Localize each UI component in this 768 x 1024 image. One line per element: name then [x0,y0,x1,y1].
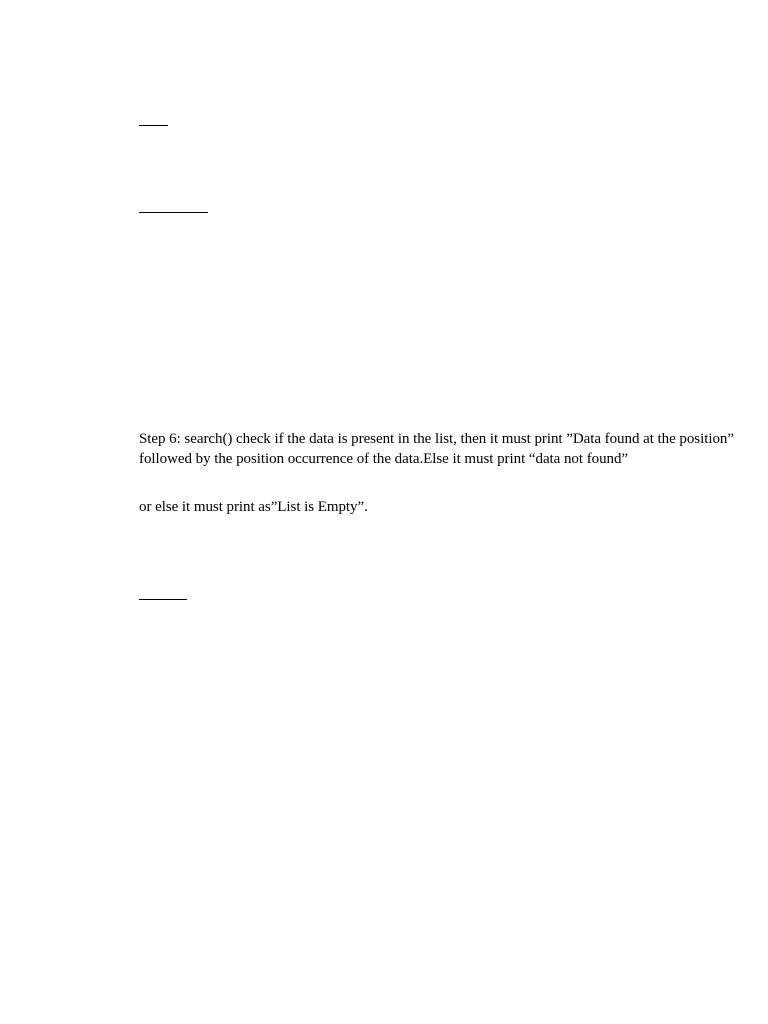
heading-underline-2 [139,212,208,213]
heading-underline-3 [139,599,187,600]
heading-underline-1 [139,125,168,126]
step6-text-line-1: Step 6: search() check if the data is present in the list, then it must print ”Data found at the position” [139,431,734,447]
step6-text-line-2: followed by the position occurrence of the data.Else it must print “data not found” [139,451,629,467]
list-empty-text-line: or else it must print as”List is Empty”. [139,499,368,515]
